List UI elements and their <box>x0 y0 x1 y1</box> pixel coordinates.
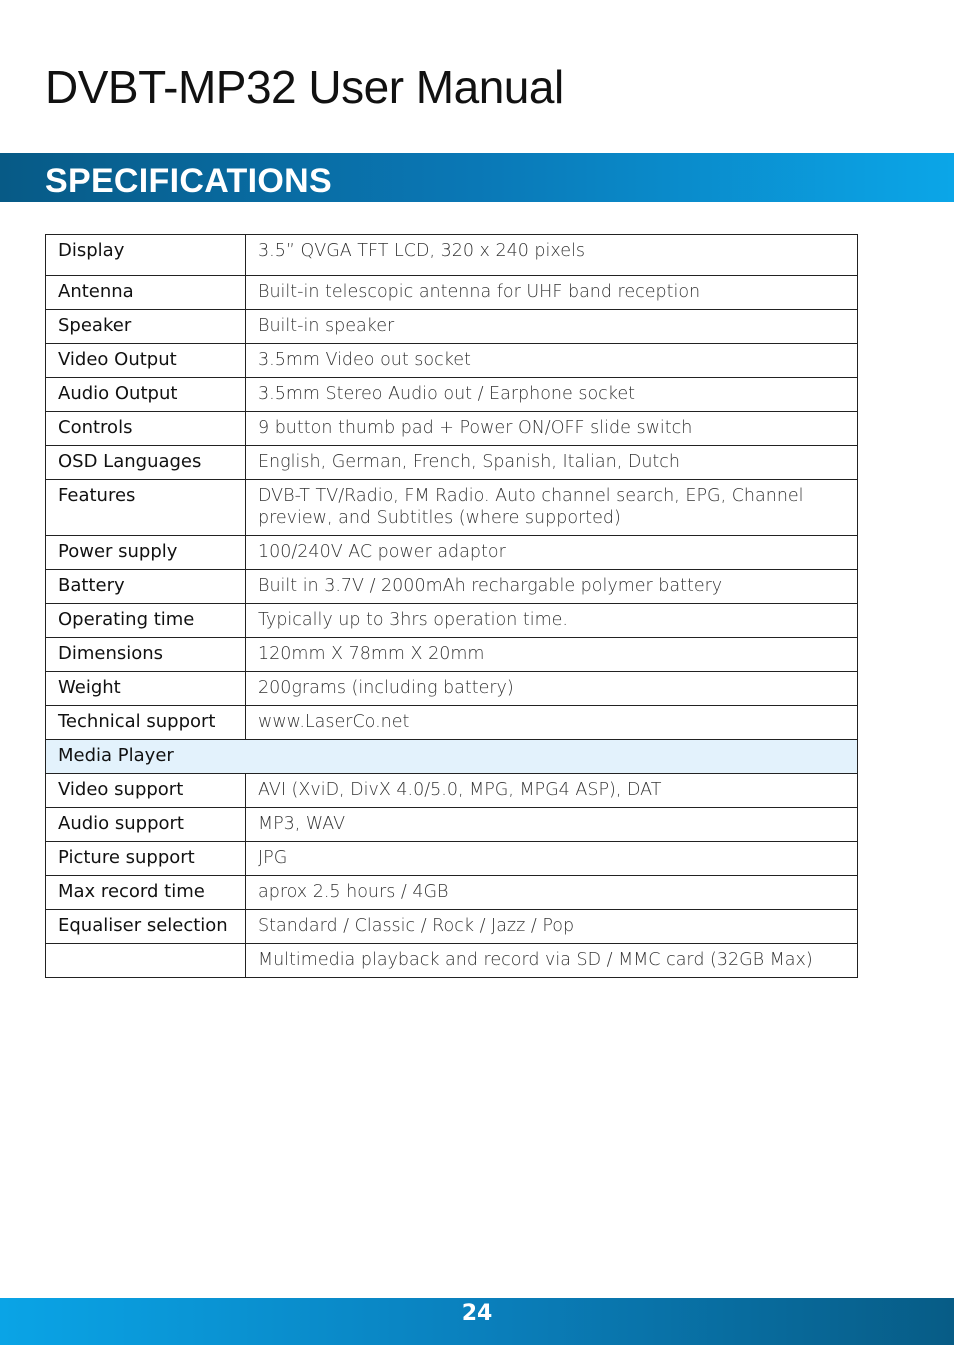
document-title: DVBT-MP32 User Manual <box>45 61 564 113</box>
spec-value: Built-in telescopic antenna for UHF band reception <box>246 276 858 310</box>
table-row <box>46 412 858 446</box>
spec-value: 3.5” QVGA TFT LCD, 320 x 240 pixels <box>246 235 858 276</box>
spec-label: Audio Output <box>46 378 246 412</box>
table-row <box>46 276 858 310</box>
spec-value: 9 button thumb pad + Power ON/OFF slide switch <box>246 412 858 446</box>
spec-value: www.LaserCo.net <box>246 706 858 740</box>
spec-value: JPG <box>246 842 858 876</box>
spec-label: Equaliser selection <box>46 910 246 944</box>
spec-label <box>46 944 246 978</box>
table-row <box>46 774 858 808</box>
spec-label: Max record time <box>46 876 246 910</box>
table-row <box>46 876 858 910</box>
table-row <box>46 638 858 672</box>
spec-label: Audio support <box>46 808 246 842</box>
spec-label: Picture support <box>46 842 246 876</box>
footer-bar <box>0 1298 954 1345</box>
spec-value: MP3, WAV <box>246 808 858 842</box>
spec-value: DVB-T TV/Radio, FM Radio. Auto channel search, EPG, Channel preview, and Subtitles (where supported) <box>246 480 858 536</box>
table-row <box>46 672 858 706</box>
spec-value: Built-in speaker <box>246 310 858 344</box>
media-player-heading-row <box>46 740 858 774</box>
spec-label: Video support <box>46 774 246 808</box>
spec-value: 200grams (including battery) <box>246 672 858 706</box>
table-row <box>46 842 858 876</box>
table-row <box>46 944 858 978</box>
spec-label: OSD Languages <box>46 446 246 480</box>
spec-label: Display <box>46 235 246 276</box>
spec-label: Technical support <box>46 706 246 740</box>
section-banner <box>0 153 954 202</box>
table-row <box>46 910 858 944</box>
table-row <box>46 536 858 570</box>
table-row <box>46 706 858 740</box>
specifications-table <box>45 234 858 978</box>
spec-label: Weight <box>46 672 246 706</box>
spec-label: Operating time <box>46 604 246 638</box>
spec-value: AVI (XviD, DivX 4.0/5.0, MPG, MPG4 ASP), DAT <box>246 774 858 808</box>
table-row <box>46 378 858 412</box>
spec-label: Speaker <box>46 310 246 344</box>
table-row <box>46 480 858 536</box>
table-row <box>46 310 858 344</box>
section-title: SPECIFICATIONS <box>45 162 332 200</box>
spec-label: Controls <box>46 412 246 446</box>
table-row <box>46 446 858 480</box>
spec-value: English, German, French, Spanish, Italian, Dutch <box>246 446 858 480</box>
spec-value: Standard / Classic / Rock / Jazz / Pop <box>246 910 858 944</box>
spec-value: 100/240V AC power adaptor <box>246 536 858 570</box>
spec-value: 3.5mm Stereo Audio out / Earphone socket <box>246 378 858 412</box>
spec-value: 120mm X 78mm X 20mm <box>246 638 858 672</box>
spec-label: Dimensions <box>46 638 246 672</box>
spec-value: aprox 2.5 hours / 4GB <box>246 876 858 910</box>
table-row <box>46 235 858 276</box>
spec-value: Built in 3.7V / 2000mAh rechargable polymer battery <box>246 570 858 604</box>
table-row <box>46 808 858 842</box>
page-number: 24 <box>461 1301 493 1326</box>
media-player-heading: Media Player <box>46 740 858 774</box>
spec-label: Features <box>46 480 246 536</box>
spec-value: 3.5mm Video out socket <box>246 344 858 378</box>
table-row <box>46 604 858 638</box>
table-row <box>46 570 858 604</box>
table-row <box>46 344 858 378</box>
spec-label: Battery <box>46 570 246 604</box>
spec-label: Power supply <box>46 536 246 570</box>
spec-label: Video Output <box>46 344 246 378</box>
spec-value: Multimedia playback and record via SD / MMC card (32GB Max) <box>246 944 858 978</box>
spec-value: Typically up to 3hrs operation time. <box>246 604 858 638</box>
spec-label: Antenna <box>46 276 246 310</box>
